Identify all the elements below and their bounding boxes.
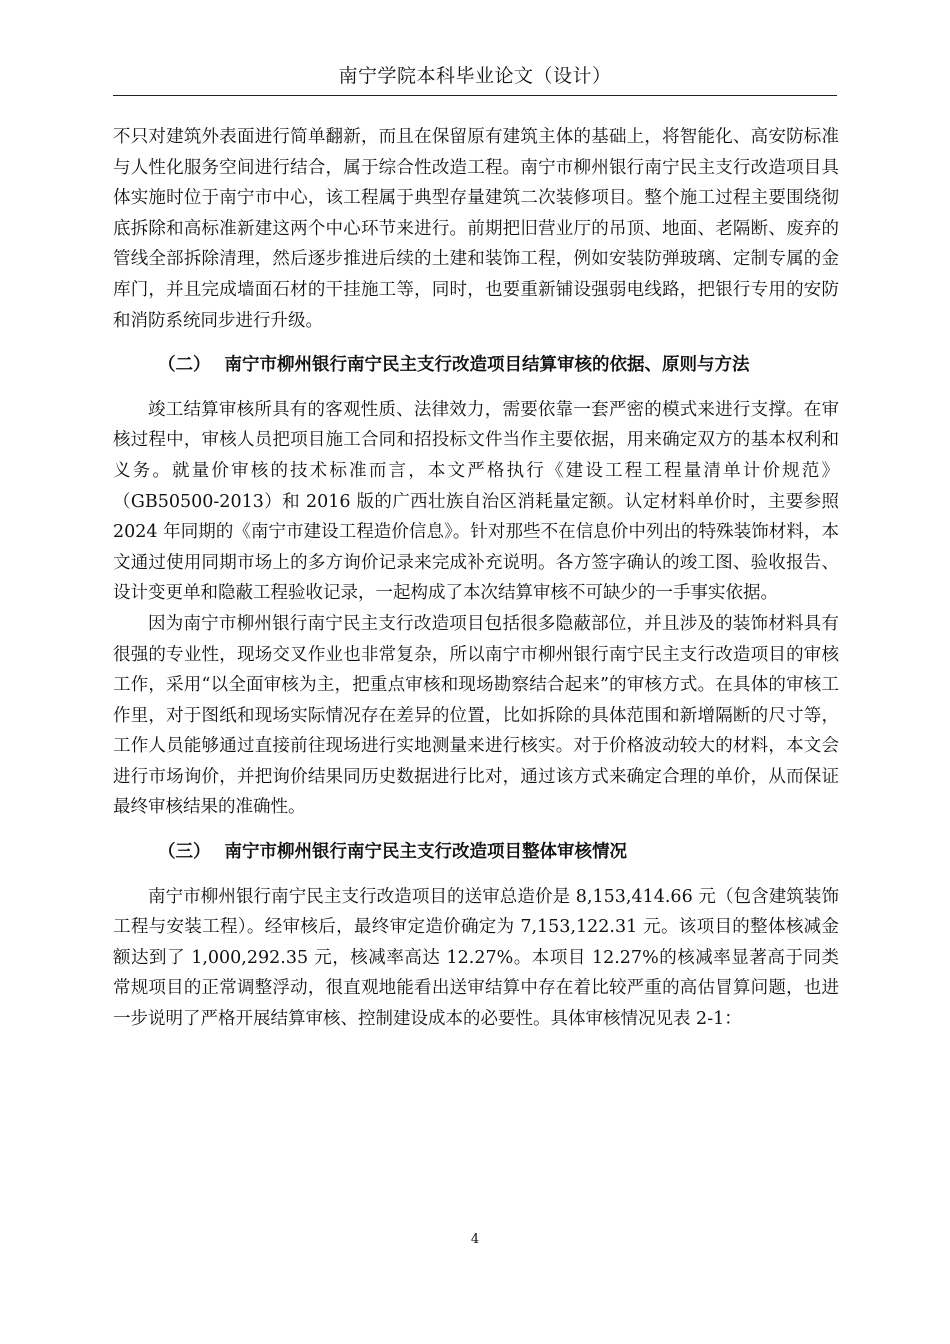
page-number: 4 [470,1232,480,1247]
spacer [113,336,839,350]
paragraph-method: 因为南宁市柳州银行南宁民主支行改造项目包括很多隐蔽部位，并且涉及的装饰材料具有很强的专业性，现场交叉作业也非常复杂，所以南宁市柳州银行南宁民主支行改造项目的审核工作，采用“以全面审核为主，把重点审核和现场勘察结合起来”的审核方式。在具体的审核工作里，对于图纸和现场实际情况存在差异的位置，比如拆除的具体范围和新增隔断的尺寸等，工作人员能够通过直接前往现场进行实地测量来进行核实。对于价格波动较大的材料，本文会进行市场询价，并把询价结果同历史数据进行比对，通过该方式来确定合理的单价，从而保证最终审核结果的准确性。 [113,613,839,818]
document-body [113,122,839,1035]
section-heading-3 [113,837,839,868]
header-title: 南宁学院本科毕业论文（设计） [338,65,612,87]
paragraph-intro: 不只对建筑外表面进行简单翻新，而且在保留原有建筑主体的基础上，将智能化、高安防标准与人性化服务空间进行结合，属于综合性改造工程。南宁市柳州银行南宁民主支行改造项目具体实施时位于南宁市中心，该工程属于典型存量建筑二次装修项目。整个施工过程主要围绕彻底拆除和高标准新建这两个中心环节来进行。前期把旧营业厅的吊顶、地面、老隔断、废弃的管线全部拆除清理，然后逐步推进后续的土建和装饰工程，例如安装防弹玻璃、定制专属的金库门，并且完成墙面石材的干挂施工等，同时，也要重新铺设强弱电线路，把银行专用的安防和消防系统同步进行升级。 [113,127,839,331]
section-number: （二） [158,355,211,376]
page-header [113,58,837,96]
section-heading-2 [113,350,839,381]
section-number: （三） [158,842,211,863]
spacer [113,823,839,837]
section-title: 南宁市柳州银行南宁民主支行改造项目整体审核情况 [224,842,627,863]
paragraph-overall: 南宁市柳州银行南宁民主支行改造项目的送审总造价是 8,153,414.66 元（包含建筑装饰工程与安装工程）。经审核后，最终审定造价确定为 7,153,122.31 元。该项目的整体核减金额达到了 1,000,292.35 元，核减率高达 12.27%。本项目 12.27%的核减率显著高于同类常规项目的正常调整浮动，很直观地能看出送审结算中存在着比较严重的高估冒算问题，也进一步说明了严格开展结算审核、控制建设成本的必要性。具体审核情况见表 2-1： [113,886,839,1030]
spacer [113,381,839,395]
spacer [113,868,839,882]
section-title: 南宁市柳州银行南宁民主支行改造项目结算审核的依据、原则与方法 [224,355,750,376]
paragraph-basis: 竣工结算审核所具有的客观性质、法律效力，需要依靠一套严密的模式来进行支撑。在审核过程中，审核人员把项目施工合同和招投标文件当作主要依据，用来确定双方的基本权利和义务。就量价审核的技术标准而言，本文严格执行《建设工程工程量清单计价规范》（GB50500-2013）和 2016 版的广西壮族自治区消耗量定额。认定材料单价时，主要参照 2024 年同期的《南宁市建设工程造价信息》。针对那些不在信息价中列出的特殊装饰材料，本文通过使用同期市场上的多方询价记录来完成补充说明。各方签字确认的竣工图、验收报告、设计变更单和隐蔽工程验收记录，一起构成了本次结算审核不可缺少的一手事实依据。 [113,399,839,604]
